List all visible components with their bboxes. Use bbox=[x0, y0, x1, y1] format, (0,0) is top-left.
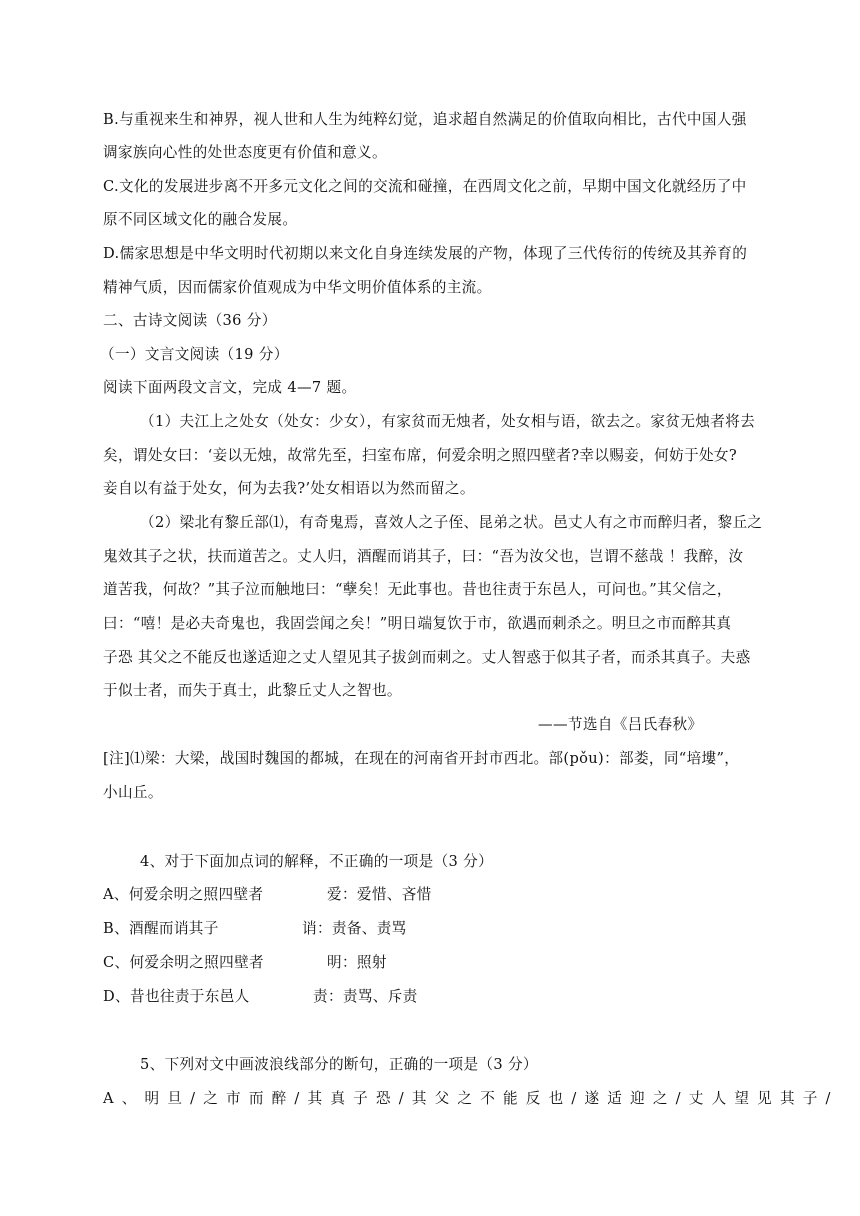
question-4-title: 4、对于下面加点词的解释，不正确的一项是（3 分） bbox=[140, 853, 494, 870]
q4-option-d: D、昔也往责于东邑人 bbox=[103, 988, 250, 1005]
q4-option-c: C、何爱余明之照四壁者 bbox=[103, 954, 264, 971]
passage-line: 子恐 其父之不能反也遂适迎之丈人望见其子拔剑而刺之。丈人智惑于似其子者，而杀其真子。夫惑 bbox=[103, 649, 751, 666]
passage-line: （2）梁北有黎丘部⑴，有奇鬼焉，喜效人之子侄、昆弟之状。邑丈人有之市而醉归者，黎丘之 bbox=[140, 514, 763, 531]
instruction: 阅读下面两段文言文，完成 4—7 题。 bbox=[103, 379, 357, 396]
q4-option-a-note: 爱：爱惜、吝惜 bbox=[327, 886, 432, 903]
section-heading: 二、古诗文阅读（36 分） bbox=[103, 312, 277, 329]
q5-option-a: A、明旦/之市而醉/其真子恐/其父之不能反也/遂适迎之/丈人望见其子/ bbox=[103, 1090, 839, 1107]
text-line: 精神气质，因而儒家价值观成为中华文明价值体系的主流。 bbox=[103, 279, 492, 296]
text-line: 原不同区域文化的融合发展。 bbox=[103, 211, 298, 228]
text-line: D.儒家思想是中华文明时代初期以来文化自身连续发展的产物，体现了三代传衍的传统及其养育的 bbox=[103, 245, 748, 262]
footnote-line: [注]⑴梁：大梁，战国时魏国的都城，在现在的河南省开封市西北。部(pǒu)：部娄，同“培塿”， bbox=[103, 750, 740, 767]
text-line: C.文化的发展进步离不开多元文化之间的交流和碰撞，在西周文化之前，早期中国文化就经历了中 bbox=[103, 178, 747, 195]
q4-option-d-note: 责：责骂、斥责 bbox=[313, 988, 418, 1005]
passage-line: 矣，谓处女曰：‘妾以无烛，故常先至，扫室布席，何爱余明之照四壁者?幸以赐妾，何妨于处女? bbox=[103, 447, 738, 464]
text-line: B.与重视来生和神界，视人世和人生为纯粹幻觉，追求超自然满足的价值取向相比，古代中国人强 bbox=[103, 111, 747, 128]
footnote-line: 小山丘。 bbox=[103, 784, 163, 801]
passage-line: 妾自以有益于处女，何为去我?’处女相语以为然而留之。 bbox=[103, 480, 475, 497]
passage-line: 于似士者，而失于真士，此黎丘丈人之智也。 bbox=[103, 682, 402, 699]
question-5-title: 5、下列对文中画波浪线部分的断句，正确的一项是（3 分） bbox=[140, 1056, 538, 1073]
q4-option-a: A、何爱余明之照四壁者 bbox=[103, 886, 264, 903]
passage-line: 鬼效其子之状，扶而道苦之。丈人归，酒醒而诮其子，曰：“吾为汝父也，岂谓不慈哉 ！我醉，汝 bbox=[103, 548, 744, 565]
q4-option-c-note: 明：照射 bbox=[327, 954, 387, 971]
q4-option-b-note: 诮：责备、责骂 bbox=[302, 920, 407, 937]
source-citation: ——节选自《吕氏春秋》 bbox=[538, 716, 703, 733]
subsection-heading: （一）文言文阅读（19 分） bbox=[100, 346, 289, 363]
passage-line: 曰：“嘻！是必夫奇鬼也，我固尝闻之矣！”明日端复饮于市，欲遇而刺杀之。明旦之市而醉其真 bbox=[103, 615, 732, 632]
q4-option-b: B、酒醒而诮其子 bbox=[103, 920, 219, 937]
text-line: 调家族向心性的处世态度更有价值和意义。 bbox=[103, 144, 387, 161]
passage-line: 道苦我，何故？”其子泣而触地曰：“孽矣！无此事也。昔也往责于东邑人，可问也。”其父信之， bbox=[103, 581, 732, 598]
passage-line: （1）夫江上之处女（处女：少女），有家贫而无烛者，处女相与语，欲去之。家贫无烛者将去 bbox=[140, 413, 756, 430]
